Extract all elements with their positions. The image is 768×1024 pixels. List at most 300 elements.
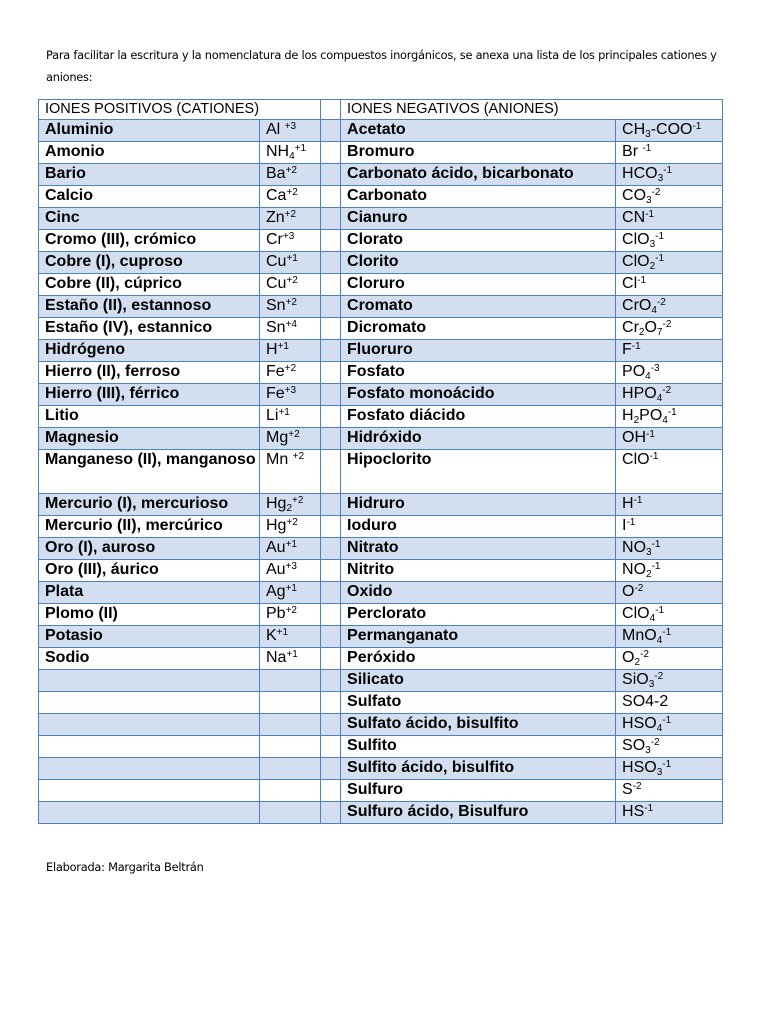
ion-row bbox=[39, 208, 723, 230]
formula-symbol: K bbox=[266, 627, 277, 644]
cation-name: Potasio bbox=[39, 626, 260, 648]
anion-name: Ioduro bbox=[341, 516, 616, 538]
atom-count-subscript: 4 bbox=[656, 635, 663, 646]
separator-cell bbox=[321, 692, 341, 714]
cation-formula bbox=[260, 208, 321, 230]
anion-name: Peróxido bbox=[341, 648, 616, 670]
ions-table bbox=[38, 99, 723, 824]
separator-cell bbox=[321, 230, 341, 252]
charge-superscript: -1 bbox=[651, 538, 661, 550]
anion-formula bbox=[616, 780, 723, 802]
charge-superscript: -1 bbox=[655, 230, 665, 242]
formula-symbol: HSO bbox=[622, 759, 657, 776]
ion-row bbox=[39, 362, 723, 384]
cation-formula bbox=[260, 230, 321, 252]
anion-formula bbox=[616, 406, 723, 428]
separator-cell bbox=[321, 582, 341, 604]
separator-cell bbox=[321, 758, 341, 780]
cation-formula bbox=[260, 384, 321, 406]
anion-name: Carbonato ácido, bicarbonato bbox=[341, 164, 616, 186]
charge-superscript: -2 bbox=[634, 582, 644, 594]
formula-symbol: Ba bbox=[266, 165, 286, 182]
atom-count-subscript: 4 bbox=[645, 371, 651, 382]
formula-symbol: ClO bbox=[622, 605, 650, 622]
separator-cell bbox=[321, 362, 341, 384]
anion-formula bbox=[616, 340, 723, 362]
cation-formula bbox=[260, 318, 321, 340]
cation-name: Plata bbox=[39, 582, 260, 604]
charge-superscript: -2 bbox=[632, 780, 642, 792]
cation-formula bbox=[260, 274, 321, 296]
ion-row bbox=[39, 428, 723, 450]
atom-count-subscript: 2 bbox=[634, 657, 641, 668]
formula-symbol: Cr bbox=[266, 231, 283, 248]
separator-cell bbox=[321, 450, 341, 494]
charge-superscript: -1 bbox=[649, 450, 659, 462]
charge-superscript: -1 bbox=[662, 714, 672, 726]
anion-name: Permanganato bbox=[341, 626, 616, 648]
anion-formula bbox=[616, 362, 723, 384]
anion-name: Dicromato bbox=[341, 318, 616, 340]
charge-superscript: -1 bbox=[645, 208, 655, 220]
separator-cell bbox=[321, 384, 341, 406]
anion-name: Sulfato bbox=[341, 692, 616, 714]
atom-count-subscript: 3 bbox=[657, 173, 664, 184]
formula-symbol: ClO bbox=[622, 451, 650, 468]
cation-formula bbox=[260, 340, 321, 362]
anion-formula bbox=[616, 450, 723, 494]
charge-superscript: +2 bbox=[285, 164, 297, 176]
ion-row bbox=[39, 164, 723, 186]
cation-name: Sodio bbox=[39, 648, 260, 670]
anion-formula bbox=[616, 626, 723, 648]
charge-superscript: -2 bbox=[662, 318, 672, 330]
cation-formula bbox=[260, 648, 321, 670]
anion-name: Sulfito ácido, bisulfito bbox=[341, 758, 616, 780]
ion-row bbox=[39, 802, 723, 824]
ion-row bbox=[39, 318, 723, 340]
formula-symbol: Na bbox=[266, 649, 287, 666]
formula-symbol: SO4-2 bbox=[622, 693, 669, 710]
ion-row bbox=[39, 648, 723, 670]
formula-symbol: H bbox=[266, 341, 278, 358]
atom-count-subscript: 4 bbox=[289, 151, 295, 162]
anion-name: Cianuro bbox=[341, 208, 616, 230]
anion-formula bbox=[616, 164, 723, 186]
charge-superscript: +4 bbox=[285, 318, 297, 330]
cation-formula bbox=[260, 428, 321, 450]
atom-count-subscript: 2 bbox=[286, 503, 293, 514]
anion-name: Cloruro bbox=[341, 274, 616, 296]
formula-symbol: Mg bbox=[266, 429, 289, 446]
charge-superscript: +2 bbox=[286, 516, 298, 528]
separator-cell bbox=[321, 780, 341, 802]
ion-row bbox=[39, 120, 723, 142]
charge-superscript: +1 bbox=[285, 582, 297, 594]
ion-row bbox=[39, 230, 723, 252]
charge-superscript: +2 bbox=[286, 274, 298, 286]
anion-name: Fosfato diácido bbox=[341, 406, 616, 428]
cation-name: Litio bbox=[39, 406, 260, 428]
anion-name: Hidróxido bbox=[341, 428, 616, 450]
formula-symbol: CrO bbox=[622, 297, 652, 314]
cation-formula bbox=[260, 406, 321, 428]
charge-superscript: +1 bbox=[286, 252, 298, 264]
charge-superscript: -1 bbox=[637, 274, 647, 286]
separator-cell bbox=[321, 120, 341, 142]
cation-formula bbox=[260, 714, 321, 736]
ion-row bbox=[39, 538, 723, 560]
anion-name: Silicato bbox=[341, 670, 616, 692]
separator-cell bbox=[321, 516, 341, 538]
charge-superscript: -1 bbox=[663, 164, 673, 176]
anion-formula bbox=[616, 692, 723, 714]
cation-formula bbox=[260, 164, 321, 186]
cation-name: Cobre (I), cuproso bbox=[39, 252, 260, 274]
ion-row bbox=[39, 384, 723, 406]
separator-cell bbox=[321, 100, 341, 120]
atom-count-subscript: 2 bbox=[633, 415, 640, 426]
cation-name bbox=[39, 714, 260, 736]
atom-count-subscript: 4 bbox=[651, 305, 657, 316]
charge-superscript: -2 bbox=[656, 296, 666, 308]
anion-formula bbox=[616, 120, 723, 142]
charge-superscript: -1 bbox=[642, 142, 652, 154]
separator-cell bbox=[321, 164, 341, 186]
anion-formula bbox=[616, 296, 723, 318]
charge-superscript: +3 bbox=[285, 560, 297, 572]
ion-row bbox=[39, 450, 723, 494]
ion-row bbox=[39, 758, 723, 780]
ions-table-body bbox=[39, 100, 723, 824]
cation-formula bbox=[260, 626, 321, 648]
charge-superscript: -1 bbox=[631, 340, 641, 352]
ion-row bbox=[39, 670, 723, 692]
anion-name: Bromuro bbox=[341, 142, 616, 164]
ion-row bbox=[39, 252, 723, 274]
atom-count-subscript: 3 bbox=[648, 679, 655, 690]
formula-symbol: O bbox=[644, 319, 657, 336]
atom-count-subscript: 3 bbox=[645, 745, 651, 756]
separator-cell bbox=[321, 604, 341, 626]
cation-formula bbox=[260, 758, 321, 780]
anion-formula bbox=[616, 186, 723, 208]
formula-symbol: NO bbox=[622, 539, 647, 556]
anion-formula bbox=[616, 736, 723, 758]
charge-superscript: +3 bbox=[284, 384, 297, 396]
formula-symbol: CH bbox=[622, 121, 646, 138]
anion-formula bbox=[616, 384, 723, 406]
anion-formula bbox=[616, 582, 723, 604]
atom-count-subscript: 3 bbox=[645, 129, 651, 140]
anion-name: Sulfato ácido, bisulfito bbox=[341, 714, 616, 736]
cation-formula bbox=[260, 450, 321, 494]
cation-formula bbox=[260, 296, 321, 318]
ion-row bbox=[39, 296, 723, 318]
charge-superscript: -1 bbox=[626, 516, 636, 528]
atom-count-subscript: 4 bbox=[656, 723, 663, 734]
cation-name: Hidrógeno bbox=[39, 340, 260, 362]
atom-count-subscript: 7 bbox=[656, 327, 663, 338]
cation-formula bbox=[260, 736, 321, 758]
charge-superscript: +1 bbox=[277, 340, 289, 352]
formula-symbol: H bbox=[622, 407, 634, 424]
separator-cell bbox=[321, 406, 341, 428]
cation-name: Manganeso (II), manganoso bbox=[39, 450, 260, 494]
charge-superscript: -1 bbox=[644, 802, 654, 814]
charge-superscript: +2 bbox=[292, 450, 305, 462]
anion-formula bbox=[616, 648, 723, 670]
cation-formula bbox=[260, 120, 321, 142]
separator-cell bbox=[321, 186, 341, 208]
formula-symbol: Au bbox=[266, 561, 286, 578]
ion-row bbox=[39, 560, 723, 582]
cation-formula bbox=[260, 560, 321, 582]
charge-superscript: +2 bbox=[285, 604, 297, 616]
cation-formula bbox=[260, 582, 321, 604]
separator-cell bbox=[321, 318, 341, 340]
formula-symbol: NH bbox=[266, 143, 290, 160]
charge-superscript: +3 bbox=[282, 230, 295, 242]
formula-symbol: Cr bbox=[622, 319, 639, 336]
anion-name: Hipoclorito bbox=[341, 450, 616, 494]
separator-cell bbox=[321, 274, 341, 296]
ion-row bbox=[39, 274, 723, 296]
cation-name: Mercurio (I), mercurioso bbox=[39, 494, 260, 516]
ion-row bbox=[39, 604, 723, 626]
cation-name: Hierro (III), férrico bbox=[39, 384, 260, 406]
formula-symbol: PO bbox=[622, 363, 646, 380]
anion-name: Acetato bbox=[341, 120, 616, 142]
ion-row bbox=[39, 736, 723, 758]
separator-cell bbox=[321, 538, 341, 560]
charge-superscript: -1 bbox=[633, 494, 643, 506]
cation-formula bbox=[260, 142, 321, 164]
formula-symbol: HSO bbox=[622, 715, 657, 732]
anion-formula bbox=[616, 538, 723, 560]
separator-cell bbox=[321, 648, 341, 670]
charge-superscript: -2 bbox=[662, 384, 672, 396]
formula-symbol: Li bbox=[266, 407, 279, 424]
charge-superscript: -1 bbox=[667, 406, 677, 418]
charge-superscript: +2 bbox=[284, 208, 297, 220]
anion-name: Clorito bbox=[341, 252, 616, 274]
cation-name bbox=[39, 802, 260, 824]
charge-superscript: -1 bbox=[651, 560, 661, 572]
formula-symbol: HS bbox=[622, 803, 645, 820]
anions-header: IONES NEGATIVOS (ANIONES) bbox=[341, 100, 723, 120]
atom-count-subscript: 3 bbox=[656, 767, 663, 778]
cation-name: Estaño (IV), estannico bbox=[39, 318, 260, 340]
charge-superscript: -2 bbox=[654, 670, 664, 682]
anion-name: Carbonato bbox=[341, 186, 616, 208]
cation-name bbox=[39, 670, 260, 692]
formula-symbol: ClO bbox=[622, 253, 650, 270]
formula-symbol: OH bbox=[622, 429, 647, 446]
ion-row bbox=[39, 186, 723, 208]
cation-name: Hierro (II), ferroso bbox=[39, 362, 260, 384]
formula-symbol: SO bbox=[622, 737, 646, 754]
charge-superscript: +2 bbox=[292, 494, 304, 506]
ion-row bbox=[39, 406, 723, 428]
cation-formula bbox=[260, 604, 321, 626]
cation-name bbox=[39, 758, 260, 780]
formula-symbol: Sn bbox=[266, 297, 286, 314]
charge-superscript: -2 bbox=[640, 648, 649, 660]
anion-formula bbox=[616, 714, 723, 736]
author-credit: Elaborada: Margarita Beltrán bbox=[46, 860, 204, 874]
formula-symbol: Mn bbox=[266, 451, 293, 468]
anion-name: Cromato bbox=[341, 296, 616, 318]
cation-name bbox=[39, 780, 260, 802]
cation-name: Magnesio bbox=[39, 428, 260, 450]
formula-symbol: O bbox=[622, 583, 635, 600]
cation-name: Aluminio bbox=[39, 120, 260, 142]
cation-name bbox=[39, 736, 260, 758]
charge-superscript: -2 bbox=[651, 186, 661, 198]
charge-superscript: +1 bbox=[294, 142, 307, 154]
charge-superscript: -3 bbox=[650, 362, 660, 374]
formula-symbol: Cu bbox=[266, 275, 287, 292]
anion-formula bbox=[616, 274, 723, 296]
separator-cell bbox=[321, 802, 341, 824]
anion-name: Sulfuro ácido, Bisulfuro bbox=[341, 802, 616, 824]
cation-name: Calcio bbox=[39, 186, 260, 208]
anion-name: Sulfito bbox=[341, 736, 616, 758]
charge-superscript: -1 bbox=[692, 120, 702, 132]
anion-formula bbox=[616, 758, 723, 780]
anion-name: Oxido bbox=[341, 582, 616, 604]
formula-symbol: NO bbox=[622, 561, 647, 578]
anion-formula bbox=[616, 560, 723, 582]
charge-superscript: +1 bbox=[285, 538, 297, 550]
charge-superscript: +2 bbox=[284, 362, 297, 374]
cation-name: Amonio bbox=[39, 142, 260, 164]
separator-cell bbox=[321, 252, 341, 274]
formula-symbol: Br bbox=[622, 143, 643, 160]
charge-superscript: +2 bbox=[285, 296, 297, 308]
formula-symbol: Zn bbox=[266, 209, 285, 226]
formula-symbol: SiO bbox=[622, 671, 649, 688]
charge-superscript: +1 bbox=[278, 406, 290, 418]
separator-cell bbox=[321, 340, 341, 362]
charge-superscript: +1 bbox=[286, 648, 298, 660]
formula-symbol: Pb bbox=[266, 605, 286, 622]
formula-symbol: MnO bbox=[622, 627, 657, 644]
atom-count-subscript: 4 bbox=[656, 393, 663, 404]
formula-symbol: -COO bbox=[650, 121, 693, 138]
formula-symbol: Ag bbox=[266, 583, 286, 600]
anion-formula bbox=[616, 494, 723, 516]
separator-cell bbox=[321, 670, 341, 692]
charge-superscript: -1 bbox=[646, 428, 655, 440]
intro-paragraph: Para facilitar la escritura y la nomenclatura de los compuestos inorgánicos, se anexa una lista de los principales cationes y aniones: bbox=[46, 48, 717, 84]
anion-formula bbox=[616, 208, 723, 230]
cation-formula bbox=[260, 538, 321, 560]
ion-row bbox=[39, 516, 723, 538]
anion-name: Perclorato bbox=[341, 604, 616, 626]
anion-name: Sulfuro bbox=[341, 780, 616, 802]
separator-cell bbox=[321, 626, 341, 648]
charge-superscript: -2 bbox=[650, 736, 660, 748]
cation-name: Cromo (III), crómico bbox=[39, 230, 260, 252]
formula-symbol: Hg bbox=[266, 517, 287, 534]
atom-count-subscript: 3 bbox=[646, 547, 652, 558]
separator-cell bbox=[321, 736, 341, 758]
charge-superscript: -1 bbox=[662, 758, 672, 770]
cation-formula bbox=[260, 802, 321, 824]
anion-name: Fosfato monoácido bbox=[341, 384, 616, 406]
charge-superscript: +2 bbox=[288, 428, 300, 440]
cation-name: Oro (I), auroso bbox=[39, 538, 260, 560]
anion-name: Clorato bbox=[341, 230, 616, 252]
anion-name: Nitrato bbox=[341, 538, 616, 560]
cation-formula bbox=[260, 494, 321, 516]
formula-symbol: Fe bbox=[266, 385, 285, 402]
formula-symbol: Al bbox=[266, 121, 285, 138]
charge-superscript: -1 bbox=[655, 604, 665, 616]
anion-name: Fluoruro bbox=[341, 340, 616, 362]
formula-symbol: H bbox=[622, 495, 634, 512]
formula-symbol: PO bbox=[639, 407, 663, 424]
formula-symbol: HCO bbox=[622, 165, 658, 182]
separator-cell bbox=[321, 714, 341, 736]
formula-symbol: Cu bbox=[266, 253, 287, 270]
anion-formula bbox=[616, 428, 723, 450]
anion-formula bbox=[616, 670, 723, 692]
cation-name: Cinc bbox=[39, 208, 260, 230]
cation-formula bbox=[260, 252, 321, 274]
cation-name: Mercurio (II), mercúrico bbox=[39, 516, 260, 538]
formula-symbol: S bbox=[622, 781, 633, 798]
charge-superscript: +2 bbox=[286, 186, 298, 198]
formula-symbol: CN bbox=[622, 209, 646, 226]
atom-count-subscript: 3 bbox=[646, 195, 652, 206]
ion-row bbox=[39, 582, 723, 604]
anion-formula bbox=[616, 230, 723, 252]
header-row bbox=[39, 100, 723, 120]
cation-name bbox=[39, 692, 260, 714]
charge-superscript: +3 bbox=[284, 120, 297, 132]
formula-symbol: HPO bbox=[622, 385, 657, 402]
formula-symbol: Hg bbox=[266, 495, 287, 512]
separator-cell bbox=[321, 560, 341, 582]
separator-cell bbox=[321, 296, 341, 318]
atom-count-subscript: 2 bbox=[638, 327, 645, 338]
atom-count-subscript: 4 bbox=[649, 613, 656, 624]
ion-row bbox=[39, 692, 723, 714]
anion-formula bbox=[616, 802, 723, 824]
formula-symbol: Au bbox=[266, 539, 286, 556]
ion-row bbox=[39, 494, 723, 516]
anion-formula bbox=[616, 318, 723, 340]
separator-cell bbox=[321, 428, 341, 450]
cation-name: Oro (III), áurico bbox=[39, 560, 260, 582]
separator-cell bbox=[321, 142, 341, 164]
atom-count-subscript: 4 bbox=[662, 415, 668, 426]
cations-header: IONES POSITIVOS (CATIONES) bbox=[39, 100, 321, 120]
ion-row bbox=[39, 714, 723, 736]
formula-symbol: Cl bbox=[622, 275, 638, 292]
cation-formula bbox=[260, 186, 321, 208]
cation-name: Cobre (II), cúprico bbox=[39, 274, 260, 296]
formula-symbol: I bbox=[622, 517, 627, 534]
charge-superscript: +1 bbox=[276, 626, 289, 638]
separator-cell bbox=[321, 494, 341, 516]
cation-formula bbox=[260, 516, 321, 538]
ion-row bbox=[39, 340, 723, 362]
cation-name: Estaño (II), estannoso bbox=[39, 296, 260, 318]
